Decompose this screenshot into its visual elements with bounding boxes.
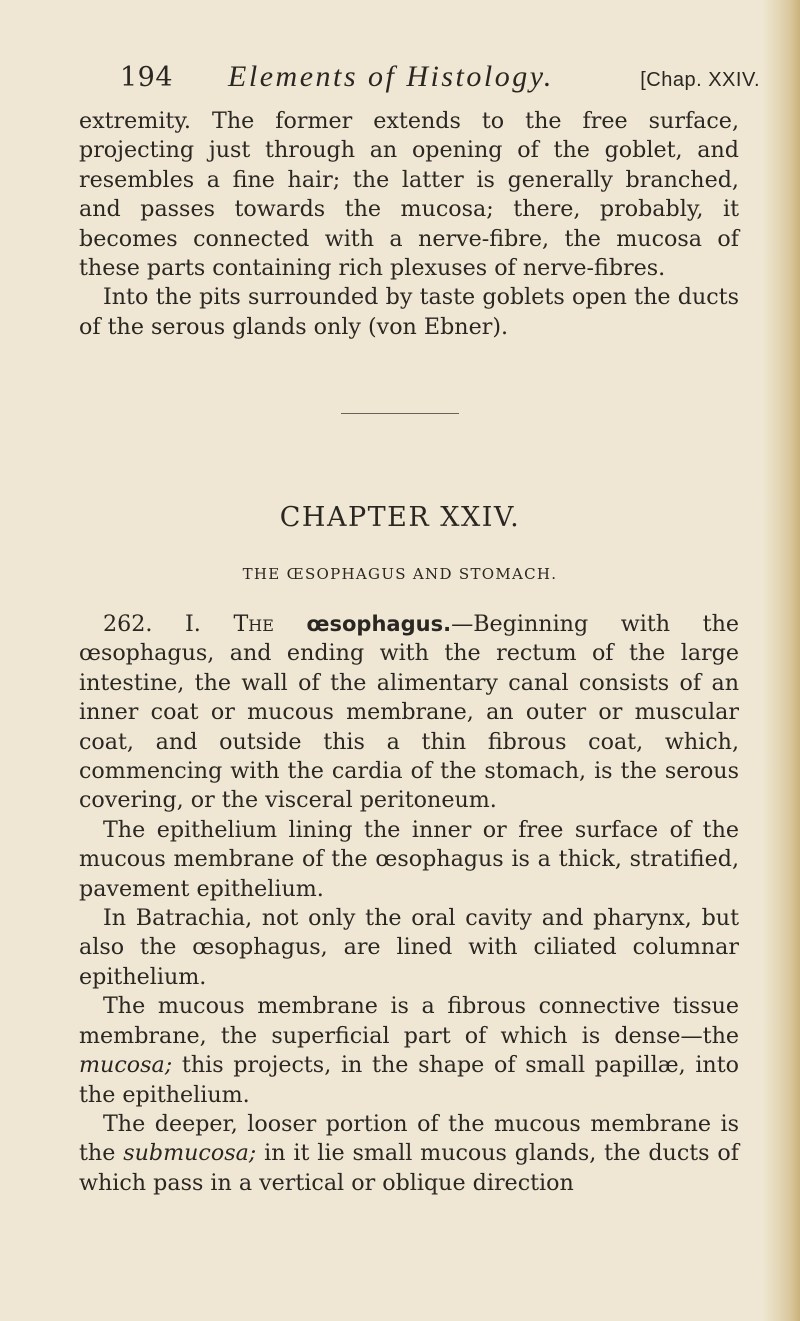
paragraph-epithelium: The epithelium lining the inner or free surface of the mucous membrane of the œsophagus is a thick, stratified, pavement epithelium. xyxy=(79,816,739,902)
paragraph-mucous-membrane xyxy=(79,992,739,1110)
chapter-title: CHAPTER XXIV. xyxy=(279,502,521,533)
paragraph-continued: extremity. The former extends to the free surface, projecting just through an opening of the goblet, and resembles a fine hair; the latter is generally branched, and passes towards the mucosa; there, probably, it becomes connected with a nerve-fibre, the mucosa of these parts containing rich plexuses of nerve-fibres. xyxy=(79,108,739,282)
paragraph-taste-pits: Into the pits surrounded by taste goblets open the ducts of the serous glands only (von Ebner). xyxy=(79,284,739,340)
paragraph-batrachia: In Batrachia, not only the oral cavity and pharynx, but also the œsophagus, are lined with ciliated columnar epithelium. xyxy=(79,905,739,990)
paragraph-submucosa xyxy=(79,1110,739,1198)
mucous-text-b: this projects, in the shape of small papillæ, into the epithelium. xyxy=(79,1052,739,1108)
section-divider xyxy=(341,413,459,414)
chapter-body xyxy=(79,610,739,1198)
chapter-subtitle: THE ŒSOPHAGUS AND STOMACH. xyxy=(242,565,558,583)
continued-section xyxy=(79,107,739,342)
page-number: 194 xyxy=(120,62,174,93)
section-lead-word: The xyxy=(233,611,274,637)
submucosa-text-b: in it lie small mucous glands, the ducts of which pass in a vertical or oblique direction xyxy=(79,1140,739,1196)
submucosa-text-a: The deeper, looser portion of the mucous membrane is the xyxy=(79,1110,739,1167)
paragraph-262 xyxy=(79,610,739,816)
page-edge-shading xyxy=(762,0,800,1321)
paragraph-262-text: —Beginning with the œsophagus, and ending with the rectum of the large intestine, the wall of the alimentary canal consists of an inner coat or mucous membrane, an outer or muscular coat, and outside this a thin fibrous coat, which, commencing with the cardia of the stomach, is the serous covering, or the visceral peritoneum. xyxy=(79,611,740,814)
book-title: Elements of Histology. xyxy=(228,60,554,93)
section-number: 262. I. xyxy=(103,611,201,637)
running-head xyxy=(120,60,760,94)
chapter-reference: [Chap. XXIV. xyxy=(640,69,760,91)
term-mucosa: mucosa; xyxy=(79,1052,173,1079)
mucous-text-a: The mucous membrane is a fibrous connective tissue membrane, the superficial part of which is dense—the xyxy=(79,993,739,1049)
term-submucosa: submucosa; xyxy=(123,1140,257,1167)
section-keyword: œsophagus. xyxy=(306,612,452,636)
